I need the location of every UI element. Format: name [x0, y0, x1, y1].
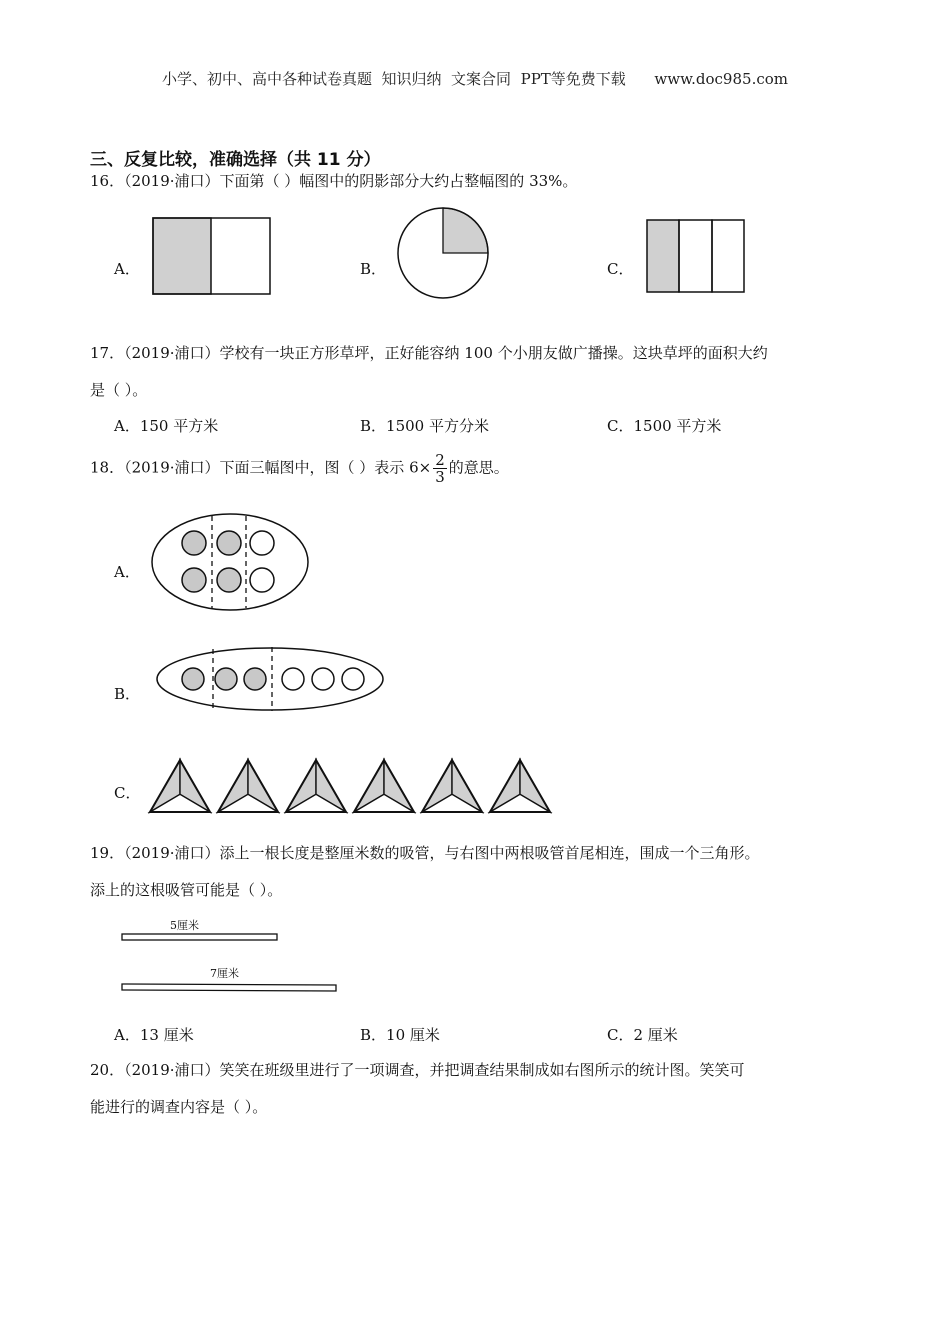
q16-label-c[interactable]: C． [607, 260, 634, 278]
question-17-line2: 是（ ）。 [90, 381, 148, 399]
straw-7cm [121, 983, 339, 995]
section-title: 三、反复比较，准确选择（共 11 分） [90, 150, 381, 170]
q18-label-c[interactable]: C． [114, 784, 141, 802]
question-20-line2: 能进行的调查内容是（ ）。 [90, 1098, 268, 1116]
q16-figure-c [646, 219, 746, 294]
q19-option-a[interactable]: A．13 厘米 [114, 1026, 194, 1044]
q19-option-c[interactable]: C．2 厘米 [607, 1026, 678, 1044]
divided-triangle-5 [422, 760, 482, 812]
q16-figure-a [152, 217, 272, 295]
q17-option-c[interactable]: C．1500 平方米 [607, 417, 722, 435]
straw-7cm-label: 7厘米 [210, 967, 239, 980]
q18-label-a[interactable]: A． [114, 563, 140, 581]
q17-option-a[interactable]: A．150 平方米 [114, 417, 219, 435]
question-20-line1: 20．（2019·浦口）笑笑在班级里进行了一项调查，并把调查结果制成如右图所示的统计图。笑笑可 [90, 1061, 745, 1079]
question-19-line2: 添上的这根吸管可能是（ ）。 [90, 881, 283, 899]
question-16-text: 16．（2019·浦口）下面第（ ）幅图中的阴影部分大约占整幅图的 33%。 [90, 172, 578, 190]
divided-triangle-3 [286, 760, 346, 812]
q19-option-b[interactable]: B．10 厘米 [360, 1026, 440, 1044]
q18-figure-c [148, 758, 550, 816]
q18-fraction-denominator: 3 [435, 468, 445, 486]
page-header: 小学、初中、高中各种试卷真题 知识归纳 文案合同 PPT等免费下载 www.doc985.com [161, 70, 788, 88]
q18-label-b[interactable]: B． [114, 685, 141, 703]
divided-triangle-4 [354, 760, 414, 812]
question-19-line1: 19．（2019·浦口）添上一根长度是整厘米数的吸管，与右图中两根吸管首尾相连，围成一个三角形。 [90, 844, 760, 862]
q18-text-after: 的意思。 [448, 458, 509, 477]
q18-figure-a [150, 512, 310, 612]
q18-fraction-numerator: 2 [435, 451, 445, 469]
q16-label-b[interactable]: B． [360, 260, 387, 278]
divided-triangle-1 [150, 760, 210, 812]
q16-figure-b [395, 205, 491, 301]
q18-figure-b [155, 645, 387, 713]
straw-5cm [121, 933, 279, 943]
q17-option-b[interactable]: B．1500 平方分米 [360, 417, 489, 435]
straw-5cm-label: 5厘米 [170, 919, 199, 932]
question-17-line1: 17．（2019·浦口）学校有一块正方形草坪，正好能容纳 100 个小朋友做广播操。这块草坪的面积大约 [90, 344, 768, 362]
q16-label-a[interactable]: A． [114, 260, 140, 278]
question-18-text [90, 452, 509, 485]
q18-text-before: 18．（2019·浦口）下面三幅图中，图（ ）表示 6× [90, 458, 432, 477]
divided-triangle-6 [490, 760, 550, 812]
q18-fraction [433, 452, 447, 485]
divided-triangle-2 [218, 760, 278, 812]
